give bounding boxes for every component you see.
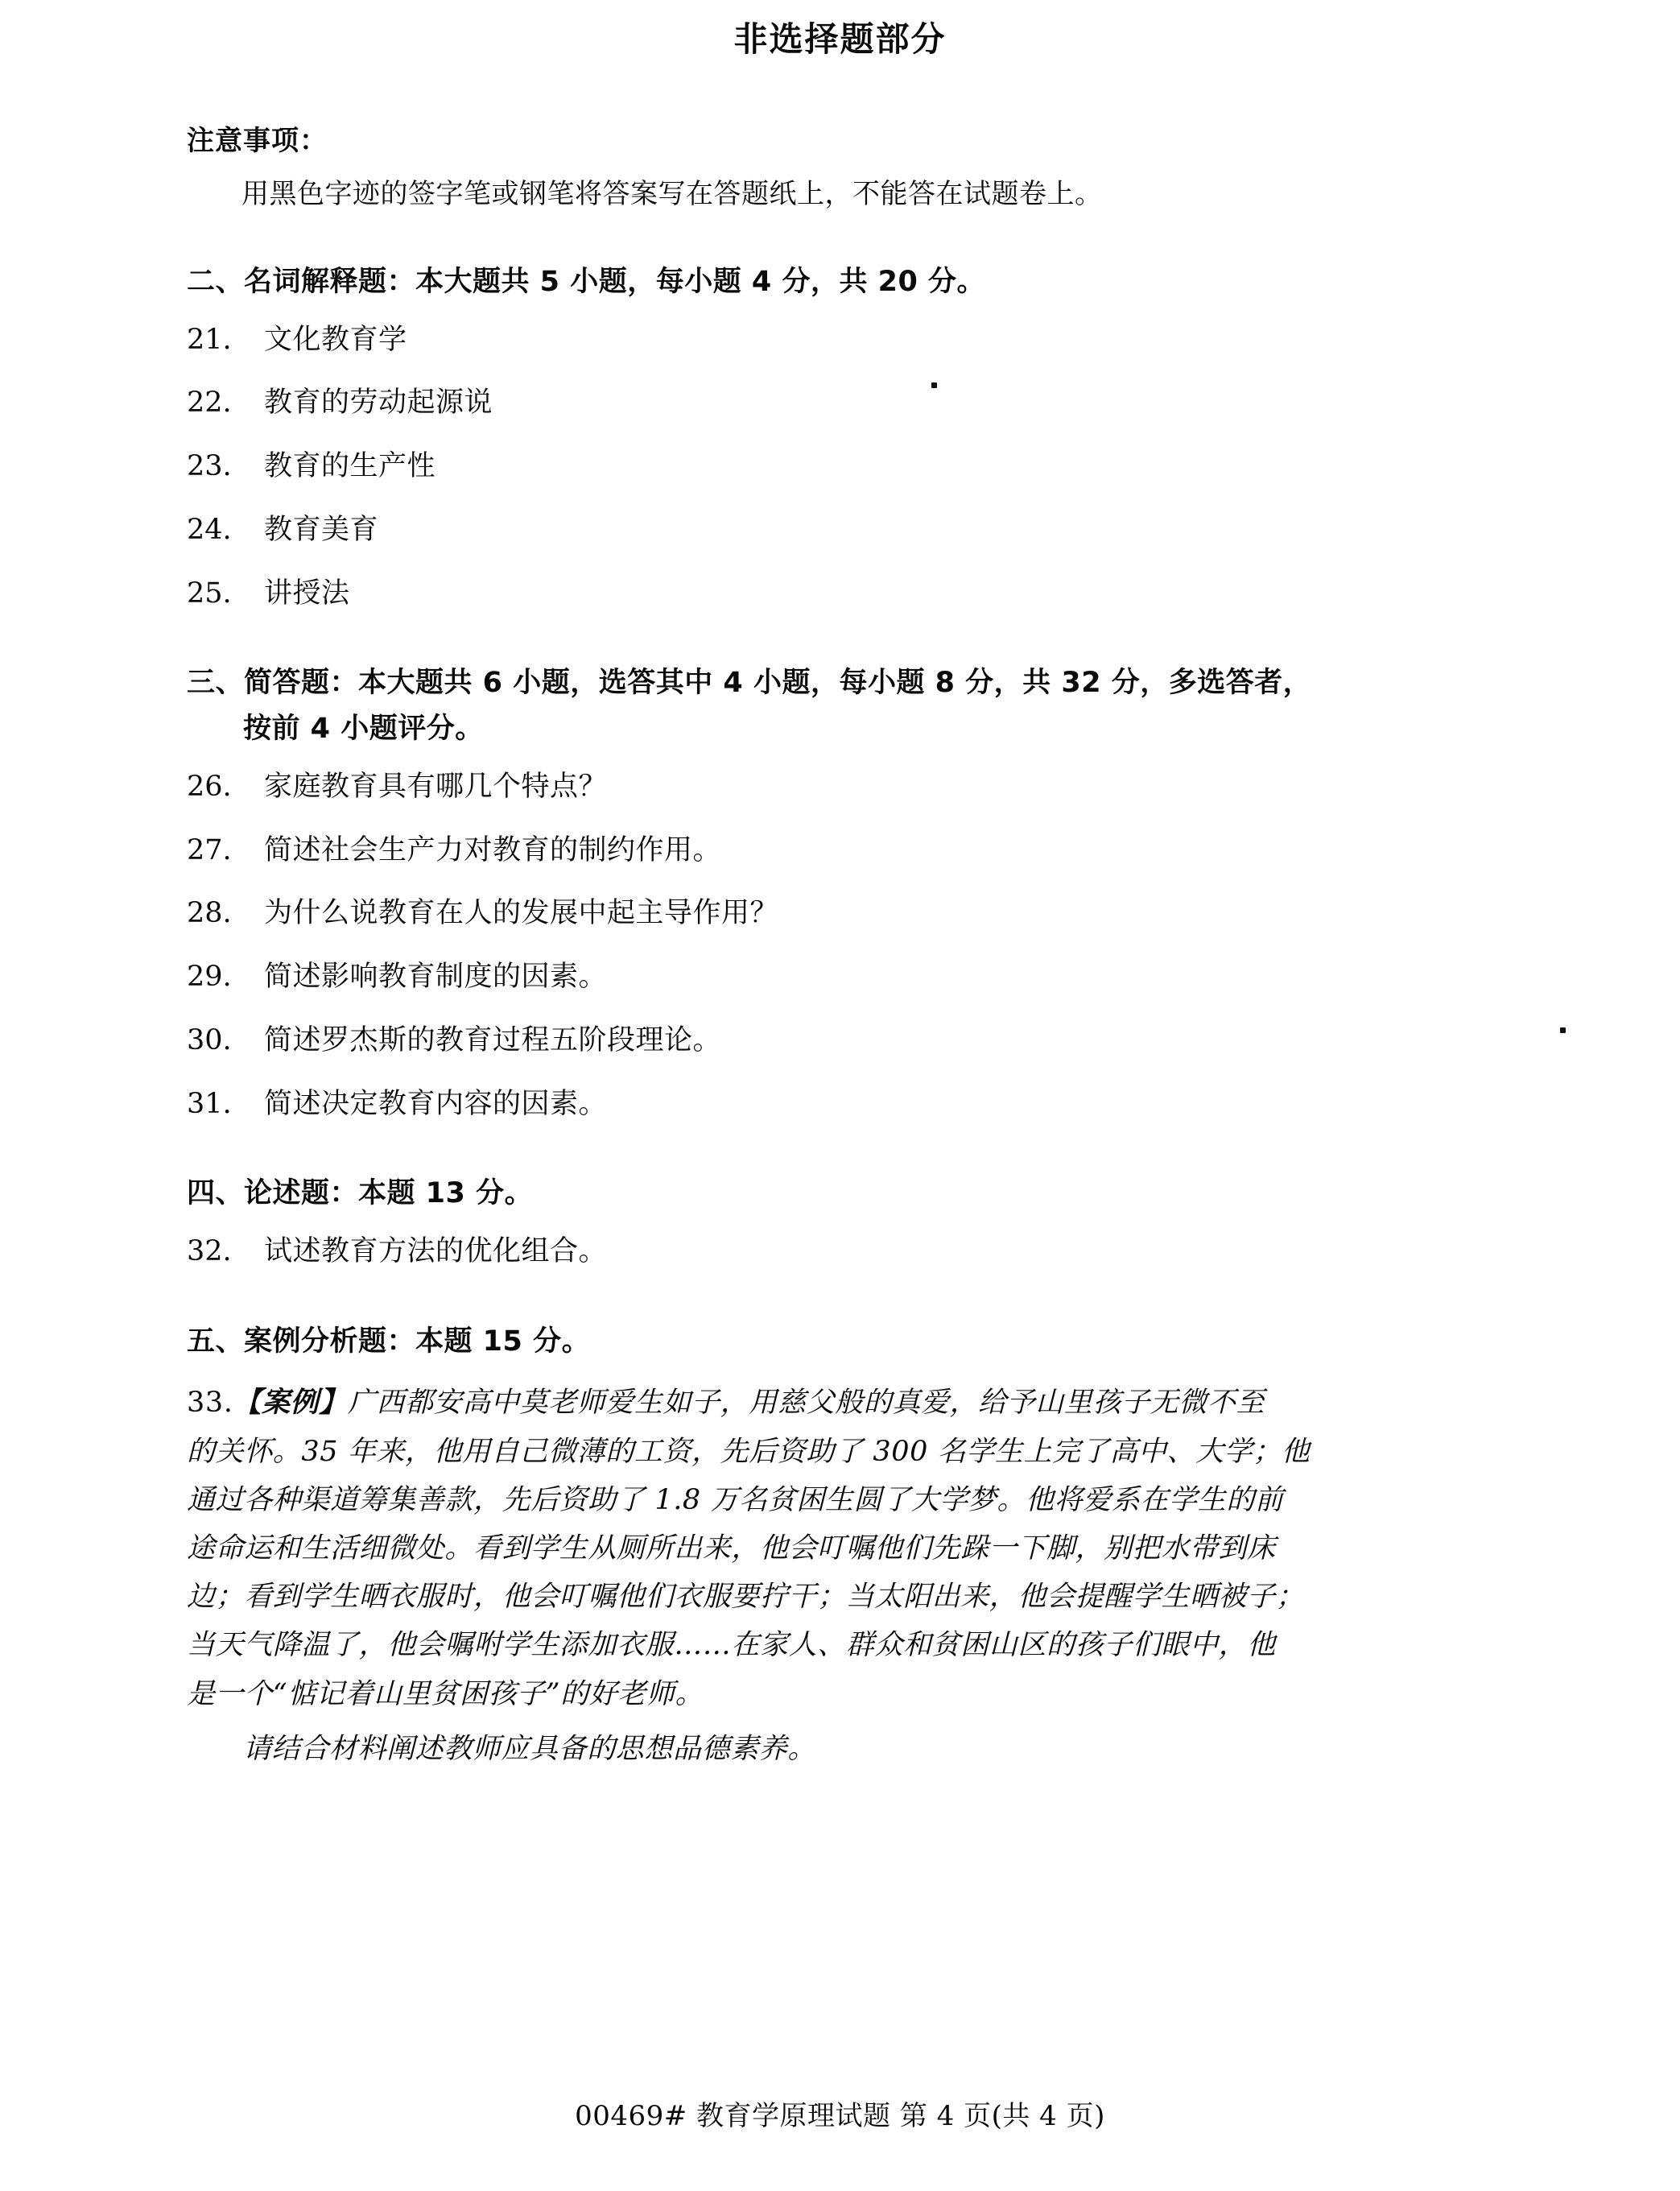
question-number: 23. [187,450,232,483]
question-text: 简述社会生产力对教育的制约作用。 [264,833,722,866]
question-row [187,382,1555,424]
question-number: 29. [187,961,232,994]
question-row [187,893,1555,934]
case-tag: 【案例】 [233,1386,348,1420]
question-number: 25. [187,577,232,610]
question-row [187,830,1555,871]
question-number: 27. [187,833,232,866]
question-row [187,510,1555,551]
question-text: 教育的劳动起源说 [264,387,493,420]
case-question: 请结合材料阐述教师应具备的思想品德素养。 [243,1732,817,1765]
question-number: 30. [187,1023,232,1056]
question-number: 32. [187,1235,232,1267]
section-heading-2 [187,259,1555,305]
question-text: 讲授法 [264,577,350,610]
case-line: 通过各种渠道筹集善款，先后资助了 1.8 万名贫困生圆了大学梦。他将爱系在学生的前 [187,1483,1284,1516]
question-row [187,446,1555,487]
question-number: 28. [187,897,232,930]
section-heading-5 [187,1319,1555,1365]
question-row [187,320,1555,361]
section-heading-4 [187,1171,1555,1217]
case-study-block [187,1379,1555,1718]
question-number: 31. [187,1087,232,1120]
section-heading-3 [187,660,1555,751]
case-line: 途命运和生活细微处。看到学生从厕所出来，他会叮嘱他们先跺一下脚，别把水带到床 [187,1532,1276,1565]
case-line: 当天气降温了，他会嘱咐学生添加衣服……在家人、群众和贫困山区的孩子们眼中，他 [187,1629,1276,1662]
question-row [187,573,1555,614]
question-text: 简述罗杰斯的教育过程五阶段理论。 [264,1023,722,1056]
question-text: 教育的生产性 [264,450,436,483]
question-number: 21. [187,323,232,356]
question-text: 试述教育方法的优化组合。 [264,1235,608,1267]
question-text: 教育美育 [264,513,379,546]
case-line-text: 广西都安高中莫老师爱生如子，用慈父般的真爱，给予山里孩子无微不至 [347,1387,1265,1420]
page-title: 非选择题部分 [733,19,947,59]
question-row [187,1020,1555,1061]
question-text: 文化教育学 [264,323,407,356]
document-body [187,259,1555,1773]
question-row [187,767,1555,808]
question-number: 22. [187,387,232,420]
question-row [187,957,1555,998]
case-line: 边；看到学生晒衣服时，他会叮嘱他们衣服要拧干；当太阳出来，他会提醒学生晒被子； [187,1581,1305,1614]
question-number: 26. [187,770,232,803]
case-line [187,1379,1555,1427]
case-line: 是一个“惦记着山里贫困孩子”的好老师。 [187,1677,704,1710]
question-row [187,1231,1555,1272]
notice-label: 注意事项： [187,125,328,157]
case-line: 的关怀。35 年来，他用自己微薄的工资，先后资助了 300 名学生上完了高中、大学；他 [187,1435,1311,1468]
section-heading-2-line1: 二、名词解释题：本大题共 5 小题，每小题 4 分，共 20 分。 [187,266,986,298]
question-text: 为什么说教育在人的发展中起主导作用？ [264,897,779,930]
question-text: 简述影响教育制度的因素。 [264,961,608,994]
notice-block [187,121,1555,216]
case-number: 33. [187,1387,233,1420]
section-heading-3-line2: 按前 4 小题评分。 [243,713,484,746]
scan-speck [1560,1027,1566,1033]
notice-body: 用黑色字迹的签字笔或钢笔将答案写在答题纸上，不能答在试题卷上。 [241,178,1103,210]
section-heading-5-line1: 五、案例分析题：本题 15 分。 [187,1325,591,1358]
question-text: 家庭教育具有哪几个特点？ [264,770,608,803]
question-text: 简述决定教育内容的因素。 [264,1087,608,1120]
page-footer: 00469# 教育学原理试题 第 4 页(共 4 页) [575,2100,1105,2132]
section-heading-3-line1: 三、简答题：本大题共 6 小题，选答其中 4 小题，每小题 8 分，共 32 分，多选答者， [187,667,1312,700]
section-heading-4-line1: 四、论述题：本题 13 分。 [187,1177,534,1210]
question-row [187,1084,1555,1125]
question-number: 24. [187,513,232,546]
